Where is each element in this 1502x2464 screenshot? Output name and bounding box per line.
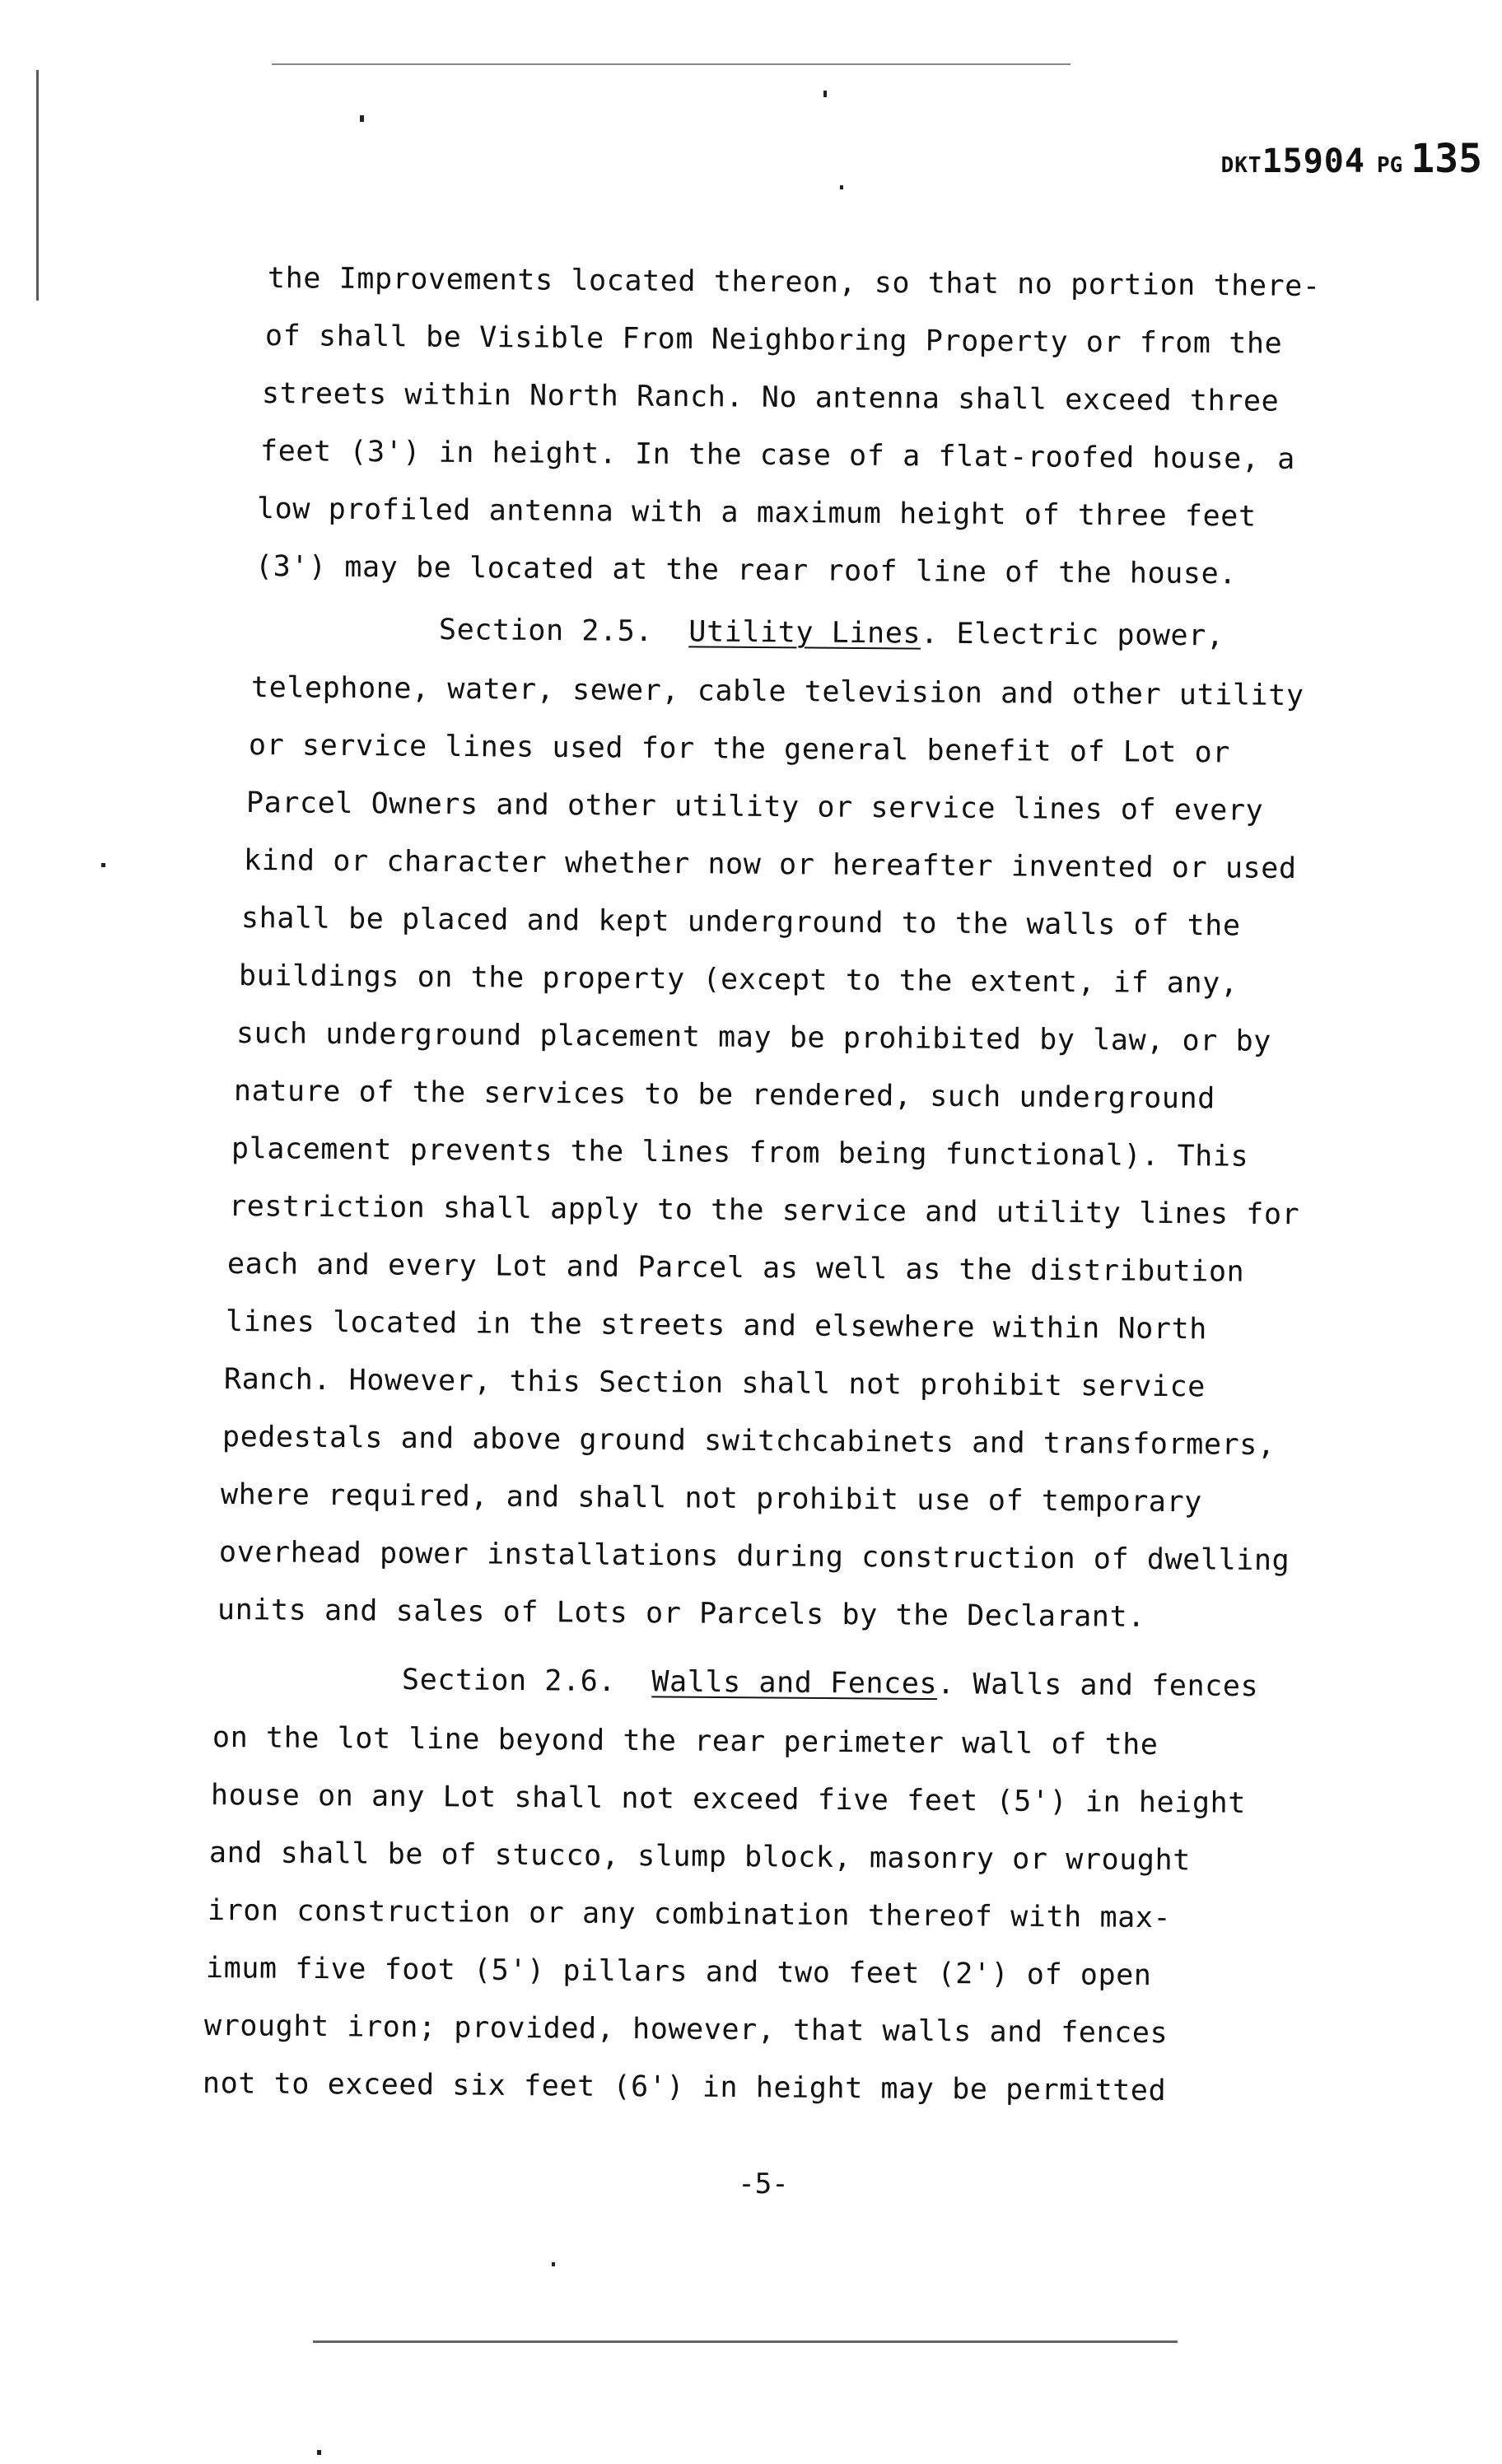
text-line: on the lot line beyond the rear perimeter wall of the (212, 1721, 1159, 1762)
text-line: telephone, water, sewer, cable television and other utility (250, 671, 1304, 713)
text-line: (3') may be located at the rear roof line of the house. (254, 550, 1238, 591)
section-title: Utility Lines (688, 615, 921, 651)
scan-dot (360, 115, 364, 122)
text-line: such underground placement may be prohibited by law, or by (236, 1017, 1272, 1058)
text-line: low profiled antenna with a maximum height of three feet (256, 492, 1257, 534)
text-line: streets within North Ranch. No antenna shall exceed three (261, 377, 1280, 418)
left-edge-scan-line (36, 70, 39, 301)
text-line: not to exceed six feet (6') in height may be permitted (202, 2067, 1167, 2108)
scan-dot (317, 2450, 321, 2455)
docket-reference (1221, 136, 1482, 182)
text-line: restriction shall apply to the service and utility lines for (228, 1190, 1300, 1232)
text-line: each and every Lot and Parcel as well as the distribution (226, 1248, 1245, 1289)
section-line-rest: . Electric power, (920, 617, 1224, 653)
text-line: wrought iron; provided, however, that walls and fences (203, 2009, 1168, 2051)
section-heading-line (439, 614, 1224, 652)
text-line: Ranch. However, this Section shall not prohibit service (223, 1363, 1206, 1404)
text-line: the Improvements located thereon, so that no portion there- (267, 262, 1321, 304)
scan-dot (101, 863, 105, 867)
text-line: shall be placed and kept underground to the walls of the (240, 902, 1241, 943)
scan-dot (823, 91, 827, 97)
text-line: placement prevents the lines from being functional). This (231, 1132, 1249, 1174)
page-number: -5- (738, 2168, 789, 2200)
text-line: units and sales of Lots or Parcels by the Declarant. (217, 1594, 1146, 1634)
text-line: feet (3') in height. In the case of a flat-roofed house, a (259, 435, 1296, 476)
section-label: Section 2.6. (401, 1664, 617, 1699)
text-line: pedestals and above ground switchcabinets and transformers, (222, 1421, 1276, 1463)
text-line: nature of the services to be rendered, such underground (233, 1075, 1216, 1116)
docket-number: 15904 (1262, 142, 1365, 180)
text-line: overhead power installations during construction of dwelling (218, 1536, 1290, 1578)
text-line: house on any Lot shall not exceed five feet (5') in height (210, 1779, 1247, 1820)
text-line: lines located in the streets and elsewhere within North (225, 1305, 1208, 1346)
top-scan-line (272, 63, 1071, 65)
text-line: buildings on the property (except to the extent, if any, (238, 959, 1238, 1001)
section-label: Section 2.5. (438, 614, 654, 649)
text-line: imum five foot (5') pillars and two feet (2') of open (205, 1952, 1152, 1993)
text-line: Parcel Owners and other utility or service lines of every (245, 786, 1264, 828)
text-line: of shall be Visible From Neighboring Property or from the (264, 320, 1283, 361)
scan-dot (840, 185, 843, 189)
text-line: where required, and shall not prohibit use of temporary (220, 1478, 1203, 1519)
docket-prefix: DKT (1220, 153, 1262, 178)
text-line: iron construction or any combination thereof with max- (207, 1894, 1172, 1935)
page-reference: 135 (1411, 136, 1482, 182)
text-line: kind or character whether now or hereafter invented or used (243, 844, 1297, 886)
bottom-scan-line (313, 2340, 1178, 2343)
section-line-rest: . Walls and fences (936, 1668, 1259, 1704)
scan-dot (552, 2262, 555, 2266)
section-heading-line (402, 1664, 1259, 1703)
text-line: and shall be of stucco, slump block, masonry or wrought (208, 1836, 1192, 1878)
section-title: Walls and Fences (651, 1665, 938, 1701)
page-prefix: PG (1376, 153, 1403, 178)
text-line: or service lines used for the general benefit of Lot or (248, 729, 1231, 770)
